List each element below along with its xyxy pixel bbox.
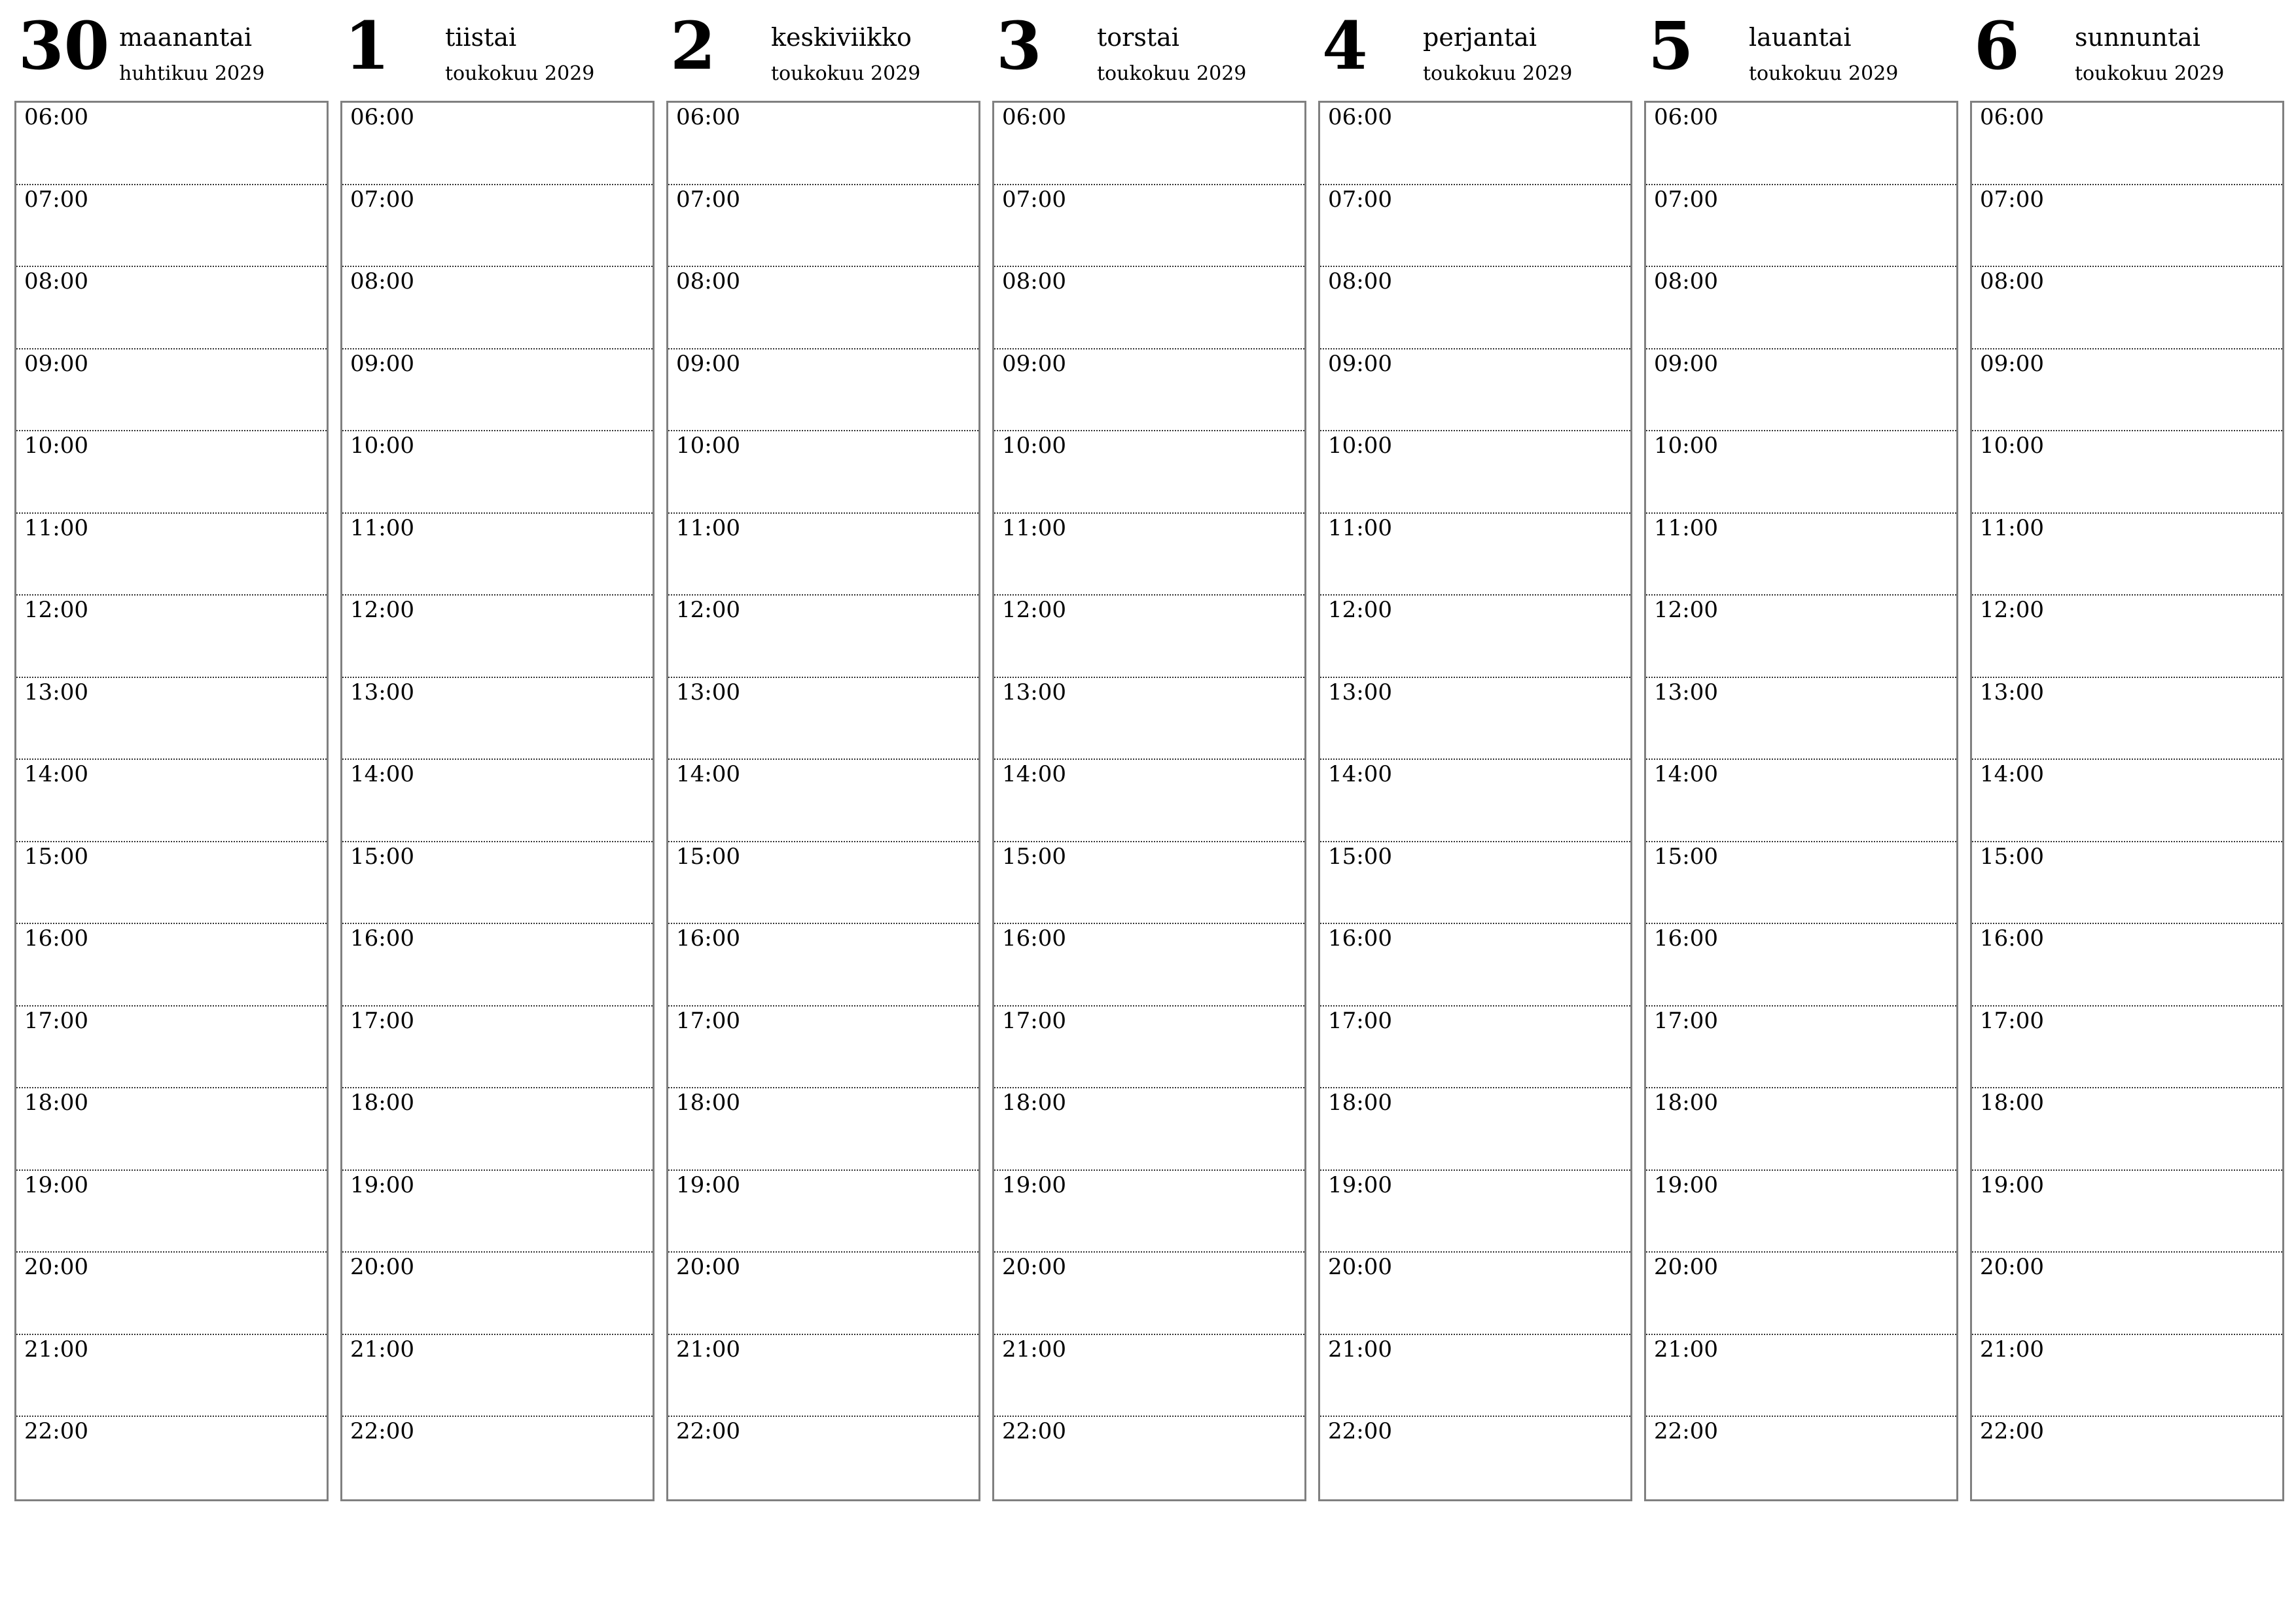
hour-label: 18:00 [1002, 1090, 1066, 1116]
hour-slot[interactable] [994, 596, 1304, 678]
hour-label: 10:00 [1980, 433, 2044, 459]
hour-label: 21:00 [1002, 1336, 1066, 1363]
hour-slot[interactable] [16, 103, 327, 185]
hour-label: 20:00 [1980, 1254, 2044, 1280]
hour-label: 16:00 [676, 925, 740, 952]
hour-label: 06:00 [350, 104, 414, 130]
day-number: 30 [18, 7, 110, 84]
hour-label: 12:00 [1980, 597, 2044, 623]
hour-label: 20:00 [1002, 1254, 1066, 1280]
hour-slot[interactable] [1972, 185, 2282, 268]
hour-slot[interactable] [342, 842, 653, 925]
hour-label: 08:00 [1002, 268, 1066, 294]
hour-slot[interactable] [1646, 185, 1956, 268]
hour-slot[interactable] [1320, 924, 1630, 1007]
hour-slot[interactable] [668, 924, 978, 1007]
hour-label: 22:00 [24, 1418, 88, 1444]
hour-label: 15:00 [676, 843, 740, 870]
hour-slot[interactable] [1320, 349, 1630, 432]
hours-box [14, 101, 329, 1501]
day-number: 5 [1648, 7, 1694, 84]
hour-label: 07:00 [350, 186, 414, 213]
day-header [666, 0, 979, 98]
day-column-sunday [1970, 0, 2283, 1505]
day-name: perjantai [1423, 23, 1537, 52]
hour-slot[interactable] [1972, 1007, 2282, 1089]
day-number: 6 [1974, 7, 2020, 84]
hour-slot[interactable] [1646, 431, 1956, 514]
hour-slot[interactable] [1972, 1171, 2282, 1253]
day-number: 1 [344, 7, 390, 84]
hour-slot[interactable] [668, 596, 978, 678]
hour-slot[interactable] [342, 596, 653, 678]
hour-slot[interactable] [1320, 1253, 1630, 1335]
hour-slot[interactable] [668, 349, 978, 432]
hour-label: 19:00 [676, 1171, 740, 1198]
hour-label: 16:00 [1654, 925, 1718, 952]
hour-slot[interactable] [668, 1335, 978, 1418]
hour-label: 22:00 [350, 1418, 414, 1444]
hour-slot[interactable] [16, 1088, 327, 1171]
hour-label: 12:00 [350, 597, 414, 623]
hour-label: 13:00 [1980, 679, 2044, 705]
hour-slot[interactable] [1646, 924, 1956, 1007]
hour-slot[interactable] [1320, 678, 1630, 760]
hour-slot[interactable] [16, 1007, 327, 1089]
hour-slot[interactable] [668, 760, 978, 842]
day-header [1644, 0, 1957, 98]
hour-slot[interactable] [1320, 431, 1630, 514]
hour-slot[interactable] [1972, 1417, 2282, 1499]
day-header [14, 0, 327, 98]
day-header [1970, 0, 2283, 98]
day-name: lauantai [1749, 23, 1852, 52]
day-name: keskiviikko [771, 23, 912, 52]
hour-label: 10:00 [1654, 433, 1718, 459]
hour-label: 10:00 [350, 433, 414, 459]
hour-label: 20:00 [24, 1254, 88, 1280]
hour-slot[interactable] [16, 842, 327, 925]
hour-label: 21:00 [1328, 1336, 1392, 1363]
hour-slot[interactable] [1320, 842, 1630, 925]
hour-slot[interactable] [16, 349, 327, 432]
hours-box [1644, 101, 1958, 1501]
hour-label: 17:00 [1654, 1007, 1718, 1034]
hour-slot[interactable] [668, 431, 978, 514]
hour-label: 21:00 [350, 1336, 414, 1363]
hour-label: 07:00 [676, 186, 740, 213]
hour-label: 13:00 [1328, 679, 1392, 705]
hours-box [1970, 101, 2284, 1501]
hour-label: 12:00 [1328, 597, 1392, 623]
day-number: 4 [1322, 7, 1368, 84]
hour-slot[interactable] [16, 1335, 327, 1418]
hour-label: 18:00 [1980, 1090, 2044, 1116]
hour-label: 14:00 [1654, 761, 1718, 787]
hour-label: 10:00 [1002, 433, 1066, 459]
hour-slot[interactable] [994, 185, 1304, 268]
hour-label: 07:00 [1002, 186, 1066, 213]
hour-slot[interactable] [1646, 1171, 1956, 1253]
hour-label: 17:00 [676, 1007, 740, 1034]
hour-label: 22:00 [1328, 1418, 1392, 1444]
hour-label: 16:00 [1980, 925, 2044, 952]
hour-label: 21:00 [676, 1336, 740, 1363]
hour-label: 18:00 [350, 1090, 414, 1116]
hour-label: 21:00 [1980, 1336, 2044, 1363]
hour-slot[interactable] [1320, 1417, 1630, 1499]
hour-label: 08:00 [1654, 268, 1718, 294]
hour-slot[interactable] [1320, 1007, 1630, 1089]
hour-slot[interactable] [1646, 678, 1956, 760]
hour-slot[interactable] [1972, 924, 2282, 1007]
hour-label: 12:00 [24, 597, 88, 623]
hour-slot[interactable] [994, 1088, 1304, 1171]
hour-label: 08:00 [1328, 268, 1392, 294]
hour-label: 18:00 [1654, 1090, 1718, 1116]
hour-label: 21:00 [1654, 1336, 1718, 1363]
hour-slot[interactable] [342, 1253, 653, 1335]
hour-label: 08:00 [1980, 268, 2044, 294]
hour-label: 11:00 [676, 514, 740, 541]
hour-slot[interactable] [342, 678, 653, 760]
hour-label: 09:00 [1002, 350, 1066, 377]
hour-label: 21:00 [24, 1336, 88, 1363]
hours-box [666, 101, 980, 1501]
hour-slot[interactable] [342, 924, 653, 1007]
hour-label: 10:00 [676, 433, 740, 459]
hour-slot[interactable] [668, 185, 978, 268]
hour-label: 14:00 [1002, 761, 1066, 787]
hour-slot[interactable] [342, 1417, 653, 1499]
hour-label: 09:00 [350, 350, 414, 377]
hour-slot[interactable] [16, 924, 327, 1007]
hour-label: 13:00 [1654, 679, 1718, 705]
day-header [992, 0, 1305, 98]
hour-label: 15:00 [1654, 843, 1718, 870]
hour-label: 19:00 [1002, 1171, 1066, 1198]
hour-slot[interactable] [994, 1171, 1304, 1253]
month-year: toukokuu 2029 [1749, 62, 1899, 85]
hour-slot[interactable] [1972, 760, 2282, 842]
hour-slot[interactable] [994, 760, 1304, 842]
hour-slot[interactable] [994, 1335, 1304, 1418]
hour-label: 17:00 [1328, 1007, 1392, 1034]
day-column-tuesday [340, 0, 653, 1505]
hour-label: 17:00 [24, 1007, 88, 1034]
hour-label: 15:00 [1980, 843, 2044, 870]
hour-label: 14:00 [1328, 761, 1392, 787]
hour-slot[interactable] [16, 514, 327, 596]
hour-slot[interactable] [994, 349, 1304, 432]
hour-slot[interactable] [1646, 349, 1956, 432]
hour-slot[interactable] [342, 431, 653, 514]
hour-label: 20:00 [350, 1254, 414, 1280]
hour-slot[interactable] [1646, 1417, 1956, 1499]
hour-label: 15:00 [1328, 843, 1392, 870]
hour-slot[interactable] [994, 267, 1304, 349]
hour-label: 13:00 [350, 679, 414, 705]
hour-slot[interactable] [1320, 514, 1630, 596]
hour-label: 06:00 [1980, 104, 2044, 130]
hour-label: 09:00 [1654, 350, 1718, 377]
hour-label: 06:00 [24, 104, 88, 130]
day-header [1318, 0, 1631, 98]
hour-slot[interactable] [1646, 267, 1956, 349]
hour-slot[interactable] [668, 1171, 978, 1253]
hour-slot[interactable] [16, 185, 327, 268]
hour-label: 13:00 [24, 679, 88, 705]
hour-label: 14:00 [1980, 761, 2044, 787]
hour-label: 09:00 [1980, 350, 2044, 377]
day-column-saturday [1644, 0, 1957, 1505]
hour-slot[interactable] [1646, 103, 1956, 185]
hour-label: 17:00 [1002, 1007, 1066, 1034]
hour-slot[interactable] [668, 514, 978, 596]
hour-slot[interactable] [994, 514, 1304, 596]
hour-label: 15:00 [24, 843, 88, 870]
hours-box [340, 101, 655, 1501]
hour-label: 22:00 [1002, 1418, 1066, 1444]
hour-label: 12:00 [676, 597, 740, 623]
day-header [340, 0, 653, 98]
hour-slot[interactable] [1972, 1088, 2282, 1171]
hour-slot[interactable] [16, 760, 327, 842]
hour-slot[interactable] [342, 514, 653, 596]
hour-slot[interactable] [1320, 1335, 1630, 1418]
hour-slot[interactable] [1646, 1253, 1956, 1335]
hour-label: 07:00 [1980, 186, 2044, 213]
hour-slot[interactable] [668, 1007, 978, 1089]
hour-slot[interactable] [1972, 431, 2282, 514]
hour-slot[interactable] [1972, 267, 2282, 349]
hour-slot[interactable] [994, 1417, 1304, 1499]
hour-slot[interactable] [342, 1335, 653, 1418]
day-column-wednesday [666, 0, 979, 1505]
hour-slot[interactable] [1646, 1007, 1956, 1089]
day-name: sunnuntai [2075, 23, 2200, 52]
hour-slot[interactable] [1972, 678, 2282, 760]
hour-slot[interactable] [1646, 760, 1956, 842]
hour-label: 11:00 [350, 514, 414, 541]
hour-slot[interactable] [16, 1417, 327, 1499]
hour-slot[interactable] [1646, 596, 1956, 678]
month-year: toukokuu 2029 [2075, 62, 2225, 85]
hour-slot[interactable] [668, 842, 978, 925]
hour-slot[interactable] [994, 924, 1304, 1007]
hour-slot[interactable] [342, 267, 653, 349]
hour-label: 18:00 [24, 1090, 88, 1116]
hour-label: 19:00 [350, 1171, 414, 1198]
hour-label: 10:00 [1328, 433, 1392, 459]
hour-slot[interactable] [994, 1007, 1304, 1089]
hour-label: 14:00 [676, 761, 740, 787]
hour-slot[interactable] [668, 267, 978, 349]
hour-label: 16:00 [24, 925, 88, 952]
hour-label: 11:00 [24, 514, 88, 541]
hour-label: 11:00 [1654, 514, 1718, 541]
hour-slot[interactable] [1646, 1335, 1956, 1418]
hour-label: 10:00 [24, 433, 88, 459]
day-number: 3 [996, 7, 1042, 84]
hour-label: 15:00 [350, 843, 414, 870]
hour-label: 17:00 [1980, 1007, 2044, 1034]
hour-slot[interactable] [16, 1253, 327, 1335]
hour-label: 11:00 [1002, 514, 1066, 541]
hour-label: 11:00 [1980, 514, 2044, 541]
day-column-thursday [992, 0, 1305, 1505]
hour-slot[interactable] [16, 678, 327, 760]
hour-slot[interactable] [994, 1253, 1304, 1335]
hour-slot[interactable] [994, 842, 1304, 925]
day-column-friday [1318, 0, 1631, 1505]
hour-slot[interactable] [668, 103, 978, 185]
hour-label: 22:00 [1980, 1418, 2044, 1444]
hour-label: 19:00 [1328, 1171, 1392, 1198]
hour-label: 07:00 [1654, 186, 1718, 213]
hour-label: 13:00 [676, 679, 740, 705]
hour-label: 19:00 [24, 1171, 88, 1198]
hour-slot[interactable] [668, 1417, 978, 1499]
hour-slot[interactable] [1972, 1335, 2282, 1418]
hour-slot[interactable] [668, 1088, 978, 1171]
hour-slot[interactable] [994, 431, 1304, 514]
day-name: tiistai [445, 23, 517, 52]
day-name: maanantai [119, 23, 253, 52]
hour-label: 14:00 [24, 761, 88, 787]
hour-slot[interactable] [1320, 1171, 1630, 1253]
hour-slot[interactable] [668, 678, 978, 760]
hour-label: 08:00 [24, 268, 88, 294]
hour-label: 06:00 [1002, 104, 1066, 130]
hour-slot[interactable] [1646, 514, 1956, 596]
hour-slot[interactable] [994, 678, 1304, 760]
hour-label: 20:00 [676, 1254, 740, 1280]
hour-slot[interactable] [1320, 596, 1630, 678]
hour-slot[interactable] [1320, 760, 1630, 842]
hour-slot[interactable] [1320, 267, 1630, 349]
hour-slot[interactable] [1320, 103, 1630, 185]
hour-slot[interactable] [1972, 349, 2282, 432]
hour-label: 12:00 [1654, 597, 1718, 623]
hour-slot[interactable] [342, 1088, 653, 1171]
hour-label: 07:00 [1328, 186, 1392, 213]
hour-slot[interactable] [1646, 842, 1956, 925]
hour-slot[interactable] [1972, 596, 2282, 678]
day-name: torstai [1097, 23, 1179, 52]
hour-label: 15:00 [1002, 843, 1066, 870]
hours-box [992, 101, 1306, 1501]
hour-slot[interactable] [1646, 1088, 1956, 1171]
hour-label: 22:00 [676, 1418, 740, 1444]
hour-label: 14:00 [350, 761, 414, 787]
hour-label: 09:00 [1328, 350, 1392, 377]
hour-label: 18:00 [676, 1090, 740, 1116]
hour-slot[interactable] [342, 349, 653, 432]
hours-box [1318, 101, 1632, 1501]
month-year: toukokuu 2029 [1423, 62, 1573, 85]
hour-slot[interactable] [16, 1171, 327, 1253]
month-year: toukokuu 2029 [445, 62, 595, 85]
hour-label: 16:00 [1002, 925, 1066, 952]
day-column-monday [14, 0, 327, 1505]
hour-label: 16:00 [1328, 925, 1392, 952]
hour-label: 13:00 [1002, 679, 1066, 705]
day-number: 2 [670, 7, 716, 84]
hour-label: 16:00 [350, 925, 414, 952]
hour-slot[interactable] [1972, 103, 2282, 185]
hour-label: 07:00 [24, 186, 88, 213]
month-year: toukokuu 2029 [1097, 62, 1247, 85]
hour-slot[interactable] [1972, 1253, 2282, 1335]
hour-slot[interactable] [342, 103, 653, 185]
hour-slot[interactable] [1320, 1088, 1630, 1171]
hour-slot[interactable] [16, 431, 327, 514]
hour-slot[interactable] [342, 760, 653, 842]
hour-slot[interactable] [668, 1253, 978, 1335]
hour-slot[interactable] [342, 1171, 653, 1253]
hour-label: 08:00 [676, 268, 740, 294]
hour-label: 09:00 [24, 350, 88, 377]
hour-label: 06:00 [676, 104, 740, 130]
month-year: toukokuu 2029 [771, 62, 921, 85]
hour-label: 12:00 [1002, 597, 1066, 623]
hour-slot[interactable] [994, 103, 1304, 185]
hour-slot[interactable] [342, 1007, 653, 1089]
hour-label: 11:00 [1328, 514, 1392, 541]
hour-label: 22:00 [1654, 1418, 1718, 1444]
hour-label: 06:00 [1328, 104, 1392, 130]
hour-slot[interactable] [16, 596, 327, 678]
hour-label: 20:00 [1654, 1254, 1718, 1280]
hour-label: 18:00 [1328, 1090, 1392, 1116]
month-year: huhtikuu 2029 [119, 62, 265, 85]
hour-slot[interactable] [16, 267, 327, 349]
hour-slot[interactable] [1972, 514, 2282, 596]
hour-label: 19:00 [1980, 1171, 2044, 1198]
hour-label: 17:00 [350, 1007, 414, 1034]
hour-label: 08:00 [350, 268, 414, 294]
hour-label: 06:00 [1654, 104, 1718, 130]
hour-slot[interactable] [1320, 185, 1630, 268]
hour-label: 19:00 [1654, 1171, 1718, 1198]
hour-label: 09:00 [676, 350, 740, 377]
hour-slot[interactable] [342, 185, 653, 268]
hour-slot[interactable] [1972, 842, 2282, 925]
hour-label: 20:00 [1328, 1254, 1392, 1280]
